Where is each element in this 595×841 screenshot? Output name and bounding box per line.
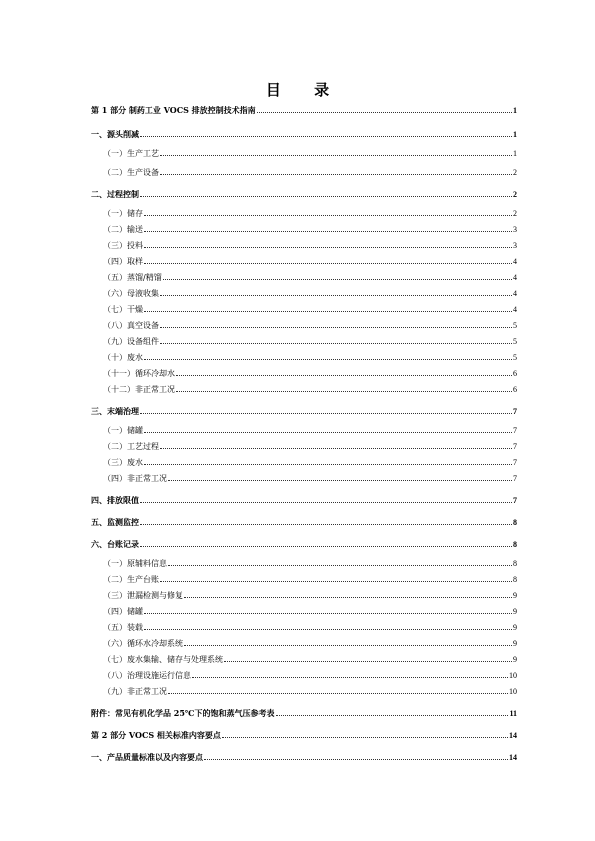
page-title: 目 录: [265, 81, 344, 99]
dot-leader: [140, 136, 512, 137]
dot-leader: [176, 391, 512, 392]
toc-entry[interactable]: [91, 335, 517, 346]
dot-leader: [160, 327, 512, 328]
toc-entry-label: （五）装载: [103, 623, 143, 632]
toc-entry[interactable]: [91, 653, 517, 664]
toc-entry[interactable]: [91, 383, 517, 394]
toc-entry[interactable]: [91, 188, 517, 199]
toc-entry-page-number: 3: [513, 225, 517, 234]
toc-entry[interactable]: [91, 351, 517, 362]
dot-leader: [168, 565, 512, 566]
toc-entry-label: 六、台账记录: [91, 539, 139, 549]
toc-entry-label: （二）生产台账: [103, 575, 159, 584]
toc-entry[interactable]: [91, 729, 517, 740]
toc-entry[interactable]: [91, 538, 517, 549]
dot-leader: [144, 613, 512, 614]
dot-leader: [144, 231, 512, 232]
toc-entry[interactable]: [91, 271, 517, 282]
toc-entry-label: （四）取样: [103, 257, 143, 266]
toc-entry-page-number: 5: [513, 353, 517, 362]
dot-leader: [276, 715, 509, 716]
toc-entry-label: （一）原辅料信息: [103, 559, 167, 568]
toc-entry[interactable]: [91, 319, 517, 330]
toc-entry-page-number: 10: [509, 687, 517, 696]
toc-entry-label: （一）储存: [103, 209, 143, 218]
toc-entry-label: （三）泄漏检测与修复: [103, 591, 183, 600]
dot-leader: [144, 432, 512, 433]
dot-leader: [144, 263, 512, 264]
toc-entry-page-number: 10: [509, 671, 517, 680]
toc-entry-page-number: 7: [513, 458, 517, 467]
toc-entry-label: （二）生产设备: [103, 168, 159, 177]
toc-entry-label: （八）治理设施运行信息: [103, 671, 191, 680]
toc-entry-label: （九）非正常工况: [103, 687, 167, 696]
toc-entry-page-number: 5: [513, 321, 517, 330]
toc-entry-label: （十）废水: [103, 353, 143, 362]
toc-entry[interactable]: [91, 405, 517, 416]
toc-entry-page-number: 11: [509, 709, 517, 718]
toc-entry-label: （十二）非正常工况: [103, 385, 175, 394]
toc-entry-label: （三）废水: [103, 458, 143, 467]
dot-leader: [168, 480, 512, 481]
toc-entry[interactable]: [91, 637, 517, 648]
dot-leader: [224, 661, 512, 662]
dot-leader: [160, 295, 512, 296]
toc-entry[interactable]: [91, 367, 517, 378]
toc-entry-page-number: 7: [513, 496, 517, 505]
dot-leader: [144, 215, 512, 216]
toc-entry-page-number: 1: [513, 149, 517, 158]
toc-entry[interactable]: [91, 707, 517, 718]
toc-entry[interactable]: [91, 207, 517, 218]
toc-entry[interactable]: [91, 303, 517, 314]
toc-entry-page-number: 4: [513, 257, 517, 266]
toc-entry-page-number: 9: [513, 591, 517, 600]
dot-leader: [160, 448, 512, 449]
toc-entry-page-number: 9: [513, 607, 517, 616]
toc-entry-page-number: 8: [513, 575, 517, 584]
toc-entry[interactable]: [91, 669, 517, 680]
dot-leader: [140, 524, 512, 525]
toc-entry-page-number: 2: [513, 190, 517, 199]
toc-entry-page-number: 4: [513, 305, 517, 314]
toc-entry-page-number: 8: [513, 518, 517, 527]
toc-entry[interactable]: [91, 147, 517, 158]
toc-entry[interactable]: [91, 589, 517, 600]
toc-entry-page-number: 1: [513, 130, 517, 139]
toc-entry-label: （二）输送: [103, 225, 143, 234]
toc-entry[interactable]: [91, 621, 517, 632]
toc-entry-label: （九）设备组件: [103, 337, 159, 346]
toc-entry-page-number: 4: [513, 289, 517, 298]
toc-entry[interactable]: [91, 751, 517, 762]
toc-entry[interactable]: [91, 128, 517, 139]
dot-leader: [144, 359, 512, 360]
toc-entry[interactable]: [91, 685, 517, 696]
dot-leader: [168, 693, 508, 694]
dot-leader: [184, 597, 512, 598]
toc-entry[interactable]: [91, 494, 517, 505]
toc-entry-page-number: 1: [513, 106, 517, 115]
toc-entry-label: （二）工艺过程: [103, 442, 159, 451]
toc-entry-page-number: 7: [513, 442, 517, 451]
toc-entry[interactable]: [91, 104, 517, 115]
toc-entry-label: 一、源头削减: [91, 129, 139, 139]
toc-entry-label: （四）非正常工况: [103, 474, 167, 483]
toc-entry-page-number: 6: [513, 369, 517, 378]
toc-entry-label: （六）母液收集: [103, 289, 159, 298]
dot-leader: [160, 581, 512, 582]
toc-entry-page-number: 6: [513, 385, 517, 394]
dot-leader: [140, 196, 512, 197]
dot-leader: [140, 546, 512, 547]
toc-entry-page-number: 7: [513, 474, 517, 483]
table-of-contents: [91, 0, 517, 841]
toc-entry-label: 一、产品质量标准以及内容要点: [91, 752, 203, 762]
dot-leader: [144, 311, 512, 312]
toc-entry-label: 第 2 部分 VOCS 相关标准内容要点: [91, 730, 221, 740]
toc-entry-label: 附件：常见有机化学品 25℃下的饱和蒸气压参考表: [91, 708, 275, 718]
toc-entry[interactable]: [91, 472, 517, 483]
toc-entry[interactable]: [91, 223, 517, 234]
toc-entry-page-number: 8: [513, 540, 517, 549]
dot-leader: [140, 413, 512, 414]
toc-entry-label: （五）蒸馏/精馏: [103, 273, 162, 282]
toc-entry[interactable]: [91, 456, 517, 467]
toc-entry-page-number: 8: [513, 559, 517, 568]
dot-leader: [144, 247, 512, 248]
toc-entry[interactable]: [91, 255, 517, 266]
toc-entry[interactable]: [91, 516, 517, 527]
dot-leader: [222, 737, 508, 738]
dot-leader: [184, 645, 512, 646]
toc-entry[interactable]: [91, 573, 517, 584]
toc-entry-page-number: 2: [513, 168, 517, 177]
dot-leader: [144, 629, 512, 630]
toc-entry-label: 三、末端治理: [91, 406, 139, 416]
toc-entry-page-number: 5: [513, 337, 517, 346]
dot-leader: [140, 502, 512, 503]
toc-entry-label: 四、排放限值: [91, 495, 139, 505]
toc-entry-label: （八）真空设备: [103, 321, 159, 330]
toc-entry-page-number: 4: [513, 273, 517, 282]
toc-entry[interactable]: [91, 424, 517, 435]
dot-leader: [163, 279, 512, 280]
dot-leader: [160, 343, 512, 344]
toc-entry[interactable]: [91, 557, 517, 568]
toc-entry-page-number: 7: [513, 426, 517, 435]
dot-leader: [176, 375, 512, 376]
toc-entry-label: （七）干燥: [103, 305, 143, 314]
dot-leader: [144, 464, 512, 465]
toc-entry[interactable]: [91, 166, 517, 177]
dot-leader: [204, 759, 508, 760]
toc-entry-page-number: 14: [509, 753, 517, 762]
toc-entry-page-number: 14: [509, 731, 517, 740]
toc-entry-label: （七）废水集输、储存与处理系统: [103, 655, 223, 664]
toc-entry-page-number: 9: [513, 623, 517, 632]
toc-entry-page-number: 7: [513, 407, 517, 416]
toc-entry-label: （十一）循环冷却水: [103, 369, 175, 378]
dot-leader: [257, 112, 512, 113]
dot-leader: [192, 677, 508, 678]
toc-entry-label: 第 1 部分 制药工业 VOCS 排放控制技术指南: [91, 105, 256, 115]
toc-entry[interactable]: [91, 440, 517, 451]
toc-entry-label: （三）投料: [103, 241, 143, 250]
toc-entry-page-number: 9: [513, 655, 517, 664]
toc-entry-label: （一）储罐: [103, 426, 143, 435]
toc-entry-page-number: 9: [513, 639, 517, 648]
toc-entry-label: 五、监测监控: [91, 517, 139, 527]
dot-leader: [160, 174, 512, 175]
toc-entry-page-number: 2: [513, 209, 517, 218]
toc-entry[interactable]: [91, 239, 517, 250]
toc-entry-page-number: 3: [513, 241, 517, 250]
toc-entry[interactable]: [91, 605, 517, 616]
toc-entry-label: （六）循环水冷却系统: [103, 639, 183, 648]
toc-entry-label: （四）储罐: [103, 607, 143, 616]
toc-entry[interactable]: [91, 287, 517, 298]
toc-entry-label: （一）生产工艺: [103, 149, 159, 158]
dot-leader: [160, 155, 512, 156]
toc-entry-label: 二、过程控制: [91, 189, 139, 199]
